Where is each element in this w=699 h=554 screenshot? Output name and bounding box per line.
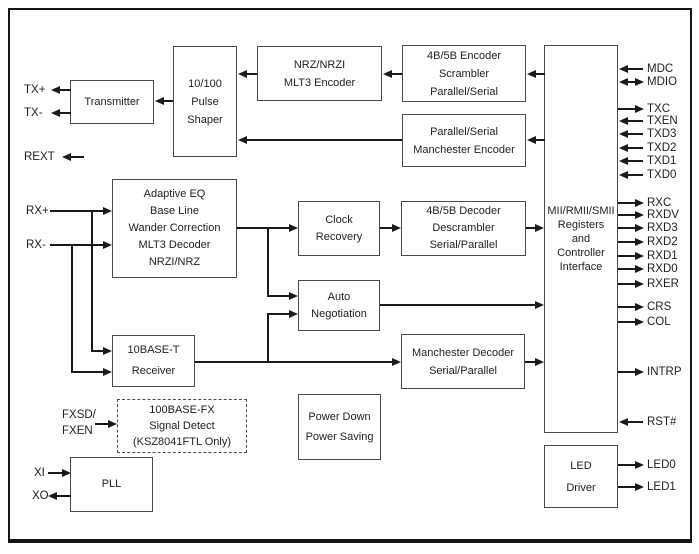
block-label: Registers	[557, 219, 605, 231]
block-label: Base Line	[150, 205, 199, 217]
block-label: MLT3 Encoder	[283, 76, 356, 89]
wire	[627, 133, 643, 135]
arrow-right-icon	[635, 211, 644, 219]
pin-label-rxd0: RXD0	[647, 263, 678, 275]
block-label: Power Saving	[305, 431, 374, 443]
arrow-right-icon	[289, 310, 298, 318]
block-label: Power Down	[308, 411, 371, 423]
wire	[618, 214, 635, 216]
block-label: Manchester Encoder	[413, 143, 515, 156]
pin-label-mdc: MDC	[647, 63, 674, 75]
block-4b5b-encoder	[402, 45, 526, 102]
block-label: and	[571, 233, 591, 245]
pin-label-fxen: FXEN	[62, 425, 93, 437]
arrow-right-icon	[635, 78, 644, 86]
block-label: NRZ/NRZI	[293, 58, 346, 71]
pin-label-txc: TXC	[647, 103, 670, 115]
block-label: Clock	[325, 213, 353, 226]
block-label: Recovery	[315, 230, 363, 243]
arrow-right-icon	[635, 238, 644, 246]
arrow-right-icon	[635, 461, 644, 469]
arrow-right-icon	[108, 420, 117, 428]
arrow-right-icon	[103, 368, 112, 376]
pin-label-rx-plus: RX+	[26, 205, 49, 217]
wire	[59, 112, 71, 114]
block-label: MII/RMII/SMII	[547, 205, 615, 217]
wire	[627, 120, 643, 122]
block-label: Parallel/Serial	[430, 85, 498, 98]
block-transmitter	[70, 80, 154, 124]
wire	[618, 268, 635, 270]
block-power-down	[298, 394, 381, 460]
block-label: Auto	[327, 290, 351, 303]
block-label: LED	[570, 459, 592, 472]
wire	[535, 73, 545, 75]
wire	[59, 89, 71, 91]
wire	[618, 306, 635, 308]
pin-label-tx-plus: TX+	[24, 84, 46, 96]
block-auto-negotiation	[298, 280, 380, 331]
wire	[535, 139, 545, 141]
wire	[380, 304, 536, 306]
block-label: Serial/Parallel	[429, 364, 497, 377]
pin-label-rxd2: RXD2	[647, 236, 678, 248]
wire	[50, 244, 104, 246]
block-clock-recovery	[298, 201, 380, 256]
wire	[267, 313, 290, 315]
block-100base-fx-signal-detect	[117, 399, 247, 453]
arrow-right-icon	[635, 483, 644, 491]
block-label: 10/100	[188, 77, 222, 90]
block-mii-interface	[544, 45, 618, 433]
block-label: Transmitter	[84, 95, 140, 108]
wire	[91, 210, 93, 351]
wire	[618, 464, 635, 466]
wire	[627, 147, 643, 149]
block-pulse-shaper	[173, 46, 237, 157]
block-4b5b-decoder	[401, 201, 526, 256]
arrow-right-icon	[103, 207, 112, 215]
block-label: Controller	[557, 247, 605, 259]
arrow-right-icon	[62, 469, 71, 477]
pin-label-rxdv: RXDV	[647, 209, 679, 221]
pin-label-txd3: TXD3	[647, 128, 677, 140]
pin-label-rxd3: RXD3	[647, 222, 678, 234]
wire	[267, 313, 269, 362]
block-label: 10BASE-T	[127, 344, 180, 356]
block-adaptive-eq	[112, 179, 237, 278]
block-nrz-mlt3-encoder	[257, 46, 382, 101]
block-label: Receiver	[131, 365, 176, 377]
arrow-right-icon	[103, 347, 112, 355]
wire	[163, 100, 173, 102]
wire	[618, 227, 635, 229]
pin-label-txd1: TXD1	[647, 155, 677, 167]
pin-label-xi: XI	[34, 467, 45, 479]
block-label: Manchester Decoder	[411, 346, 515, 359]
wire	[618, 486, 635, 488]
pin-label-xo: XO	[32, 490, 49, 502]
arrow-right-icon	[392, 224, 401, 232]
arrow-right-icon	[635, 318, 644, 326]
pin-label-rext: REXT	[24, 151, 55, 163]
pin-label-txd0: TXD0	[647, 169, 677, 181]
block-label: Descrambler	[432, 222, 495, 234]
arrow-right-icon	[289, 292, 298, 300]
pin-label-fxsd: FXSD/	[62, 409, 96, 421]
block-label: Serial/Parallel	[429, 239, 498, 251]
wire	[48, 472, 63, 474]
block-label: 100BASE-FX	[149, 404, 215, 416]
wire	[618, 202, 635, 204]
block-led-driver	[544, 445, 618, 508]
arrow-right-icon	[635, 368, 644, 376]
block-manchester-encoder	[402, 114, 526, 167]
arrow-right-icon	[635, 105, 644, 113]
pin-label-rxd1: RXD1	[647, 250, 678, 262]
pin-label-col: COL	[647, 316, 671, 328]
wire	[50, 210, 104, 212]
pin-label-rxc: RXC	[647, 197, 672, 209]
block-label: Interface	[559, 261, 603, 273]
block-label: NRZI/NRZ	[148, 256, 201, 268]
arrow-right-icon	[635, 265, 644, 273]
pin-label-intrp: INTRP	[647, 366, 682, 378]
pin-label-rx-minus: RX-	[26, 239, 46, 251]
wire	[618, 283, 635, 285]
arrow-right-icon	[103, 241, 112, 249]
block-label: Driver	[566, 481, 596, 494]
wire	[71, 244, 73, 372]
block-label: Shaper	[187, 113, 223, 126]
arrow-right-icon	[535, 358, 544, 366]
wire	[618, 255, 635, 257]
pin-label-txd2: TXD2	[647, 142, 677, 154]
wire	[391, 73, 402, 75]
pin-label-rxer: RXER	[647, 278, 679, 290]
arrow-right-icon	[635, 280, 644, 288]
pin-label-crs: CRS	[647, 301, 672, 313]
block-label: Scrambler	[438, 67, 490, 80]
arrow-right-icon	[635, 199, 644, 207]
arrow-right-icon	[535, 224, 544, 232]
wire	[618, 321, 635, 323]
wire	[267, 227, 269, 296]
arrow-right-icon	[635, 303, 644, 311]
wire	[627, 68, 643, 70]
block-label: Signal Detect	[149, 420, 215, 432]
wire	[246, 73, 257, 75]
block-label: Parallel/Serial	[430, 125, 498, 138]
pin-label-txen: TXEN	[647, 115, 678, 127]
block-label: 4B/5B Decoder	[426, 205, 501, 217]
arrow-right-icon	[635, 252, 644, 260]
block-label: PLL	[101, 478, 122, 490]
block-manchester-decoder	[401, 334, 525, 389]
block-label: (KSZ8041FTL Only)	[132, 436, 231, 448]
pin-label-led1: LED1	[647, 481, 676, 493]
block-label: Negotiation	[311, 307, 367, 320]
block-10base-t-receiver	[112, 335, 195, 387]
wire	[627, 174, 643, 176]
pin-label-tx-minus: TX-	[24, 107, 43, 119]
wire	[71, 371, 104, 373]
wire	[627, 160, 643, 162]
arrow-right-icon	[635, 224, 644, 232]
pin-label-rst: RST#	[647, 416, 677, 428]
wire	[195, 361, 393, 363]
block-label: Pulse	[191, 95, 219, 108]
wire	[618, 241, 635, 243]
pin-label-mdio: MDIO	[647, 76, 678, 88]
pin-label-led0: LED0	[647, 459, 676, 471]
wire	[618, 108, 635, 110]
wire	[70, 156, 84, 158]
arrow-right-icon	[289, 224, 298, 232]
wire	[95, 423, 109, 425]
block-pll	[70, 457, 153, 512]
arrow-right-icon	[535, 301, 544, 309]
wire	[237, 227, 290, 229]
wire	[627, 421, 643, 423]
wire	[618, 371, 635, 373]
wire	[246, 139, 402, 141]
block-label: 4B/5B Encoder	[427, 49, 501, 62]
arrow-right-icon	[392, 358, 401, 366]
wire	[267, 295, 290, 297]
block-label: MLT3 Decoder	[138, 239, 211, 251]
block-label: Adaptive EQ	[143, 188, 206, 200]
block-label: Wander Correction	[128, 222, 221, 234]
wire	[56, 495, 71, 497]
